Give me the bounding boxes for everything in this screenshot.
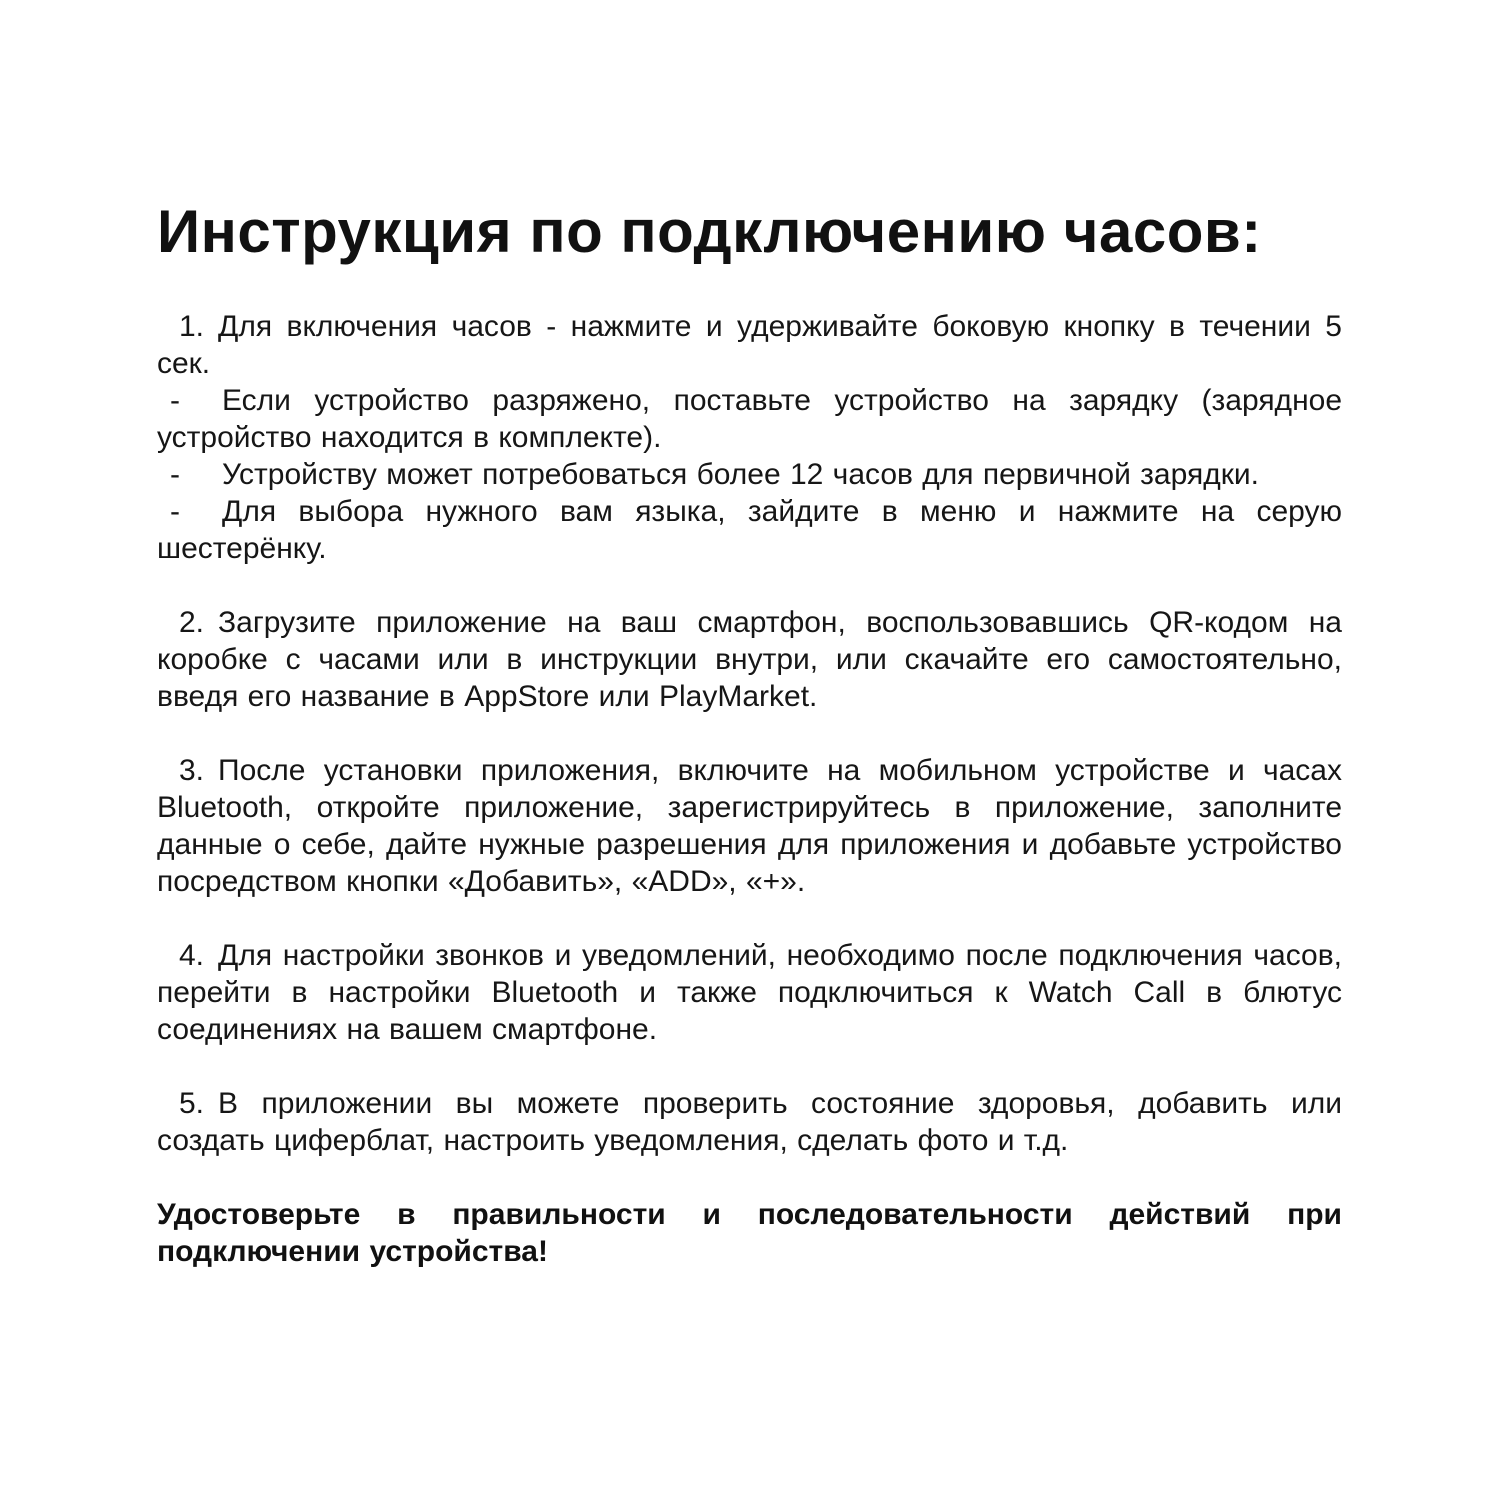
list-marker: 1. xyxy=(179,310,205,343)
list-marker: 2. xyxy=(179,606,205,639)
instruction-step-3 xyxy=(157,752,1342,900)
marker-spacer xyxy=(180,483,222,484)
paragraph-text: Устройству может потребоваться более 12 часов для первичной зарядки. xyxy=(222,458,1259,491)
instruction-subitem-charging xyxy=(157,382,1342,456)
instruction-step-5 xyxy=(157,1085,1342,1159)
paragraph-text: Если устройство разряжено, поставьте устройство на зарядку (зарядное устройство находится в комплекте). xyxy=(157,384,1342,454)
instruction-step-4 xyxy=(157,937,1342,1048)
page-title: Инструкция по подключению часов: xyxy=(157,198,1262,265)
dash-marker: - xyxy=(170,458,180,491)
marker-spacer xyxy=(204,631,218,632)
instruction-step-2 xyxy=(157,604,1342,715)
paragraph-text: Удостоверьте в правильности и последовательности действий при подключении устройства! xyxy=(157,1198,1342,1268)
list-marker: 4. xyxy=(179,939,205,972)
marker-spacer xyxy=(204,335,218,336)
instruction-subitem-charge-time xyxy=(157,456,1342,493)
paragraph-text: Для выбора нужного вам языка, зайдите в меню и нажмите на серую шестерёнку. xyxy=(157,495,1342,565)
instruction-step-1 xyxy=(157,308,1342,382)
paragraph-text: Для настройки звонков и уведомлений, необходимо после подключения часов, перейти в настройки Bluetooth и также подключиться к Watch Call в блютус соединениях на вашем смартфоне. xyxy=(157,939,1342,1046)
closing-warning xyxy=(157,1196,1342,1270)
paragraph-text: Для включения часов - нажмите и удерживайте боковую кнопку в течении 5 сек. xyxy=(157,310,1342,380)
marker-spacer xyxy=(180,409,222,410)
dash-marker: - xyxy=(170,384,180,417)
list-marker: 5. xyxy=(179,1087,205,1120)
marker-spacer xyxy=(204,779,218,780)
marker-spacer xyxy=(204,964,218,965)
marker-spacer xyxy=(204,1112,218,1113)
instruction-subitem-language xyxy=(157,493,1342,567)
paragraph-text: В приложении вы можете проверить состояние здоровья, добавить или создать циферблат, настроить уведомления, сделать фото и т.д. xyxy=(157,1087,1342,1157)
paragraph-text: Загрузите приложение на ваш смартфон, воспользовавшись QR-кодом на коробке с часами или в инструкции внутри, или скачайте его самостоятельно, введя его название в AppStore или PlayMarket. xyxy=(157,606,1342,713)
paragraph-text: После установки приложения, включите на мобильном устройстве и часах Bluetooth, откройте приложение, зарегистрируйтесь в приложение, заполните данные о себе, дайте нужные разрешения для приложения и добавьте устройство посредством кнопки «Добавить», «ADD», «+». xyxy=(157,754,1342,898)
dash-marker: - xyxy=(170,495,180,528)
list-marker: 3. xyxy=(179,754,205,787)
marker-spacer xyxy=(180,520,222,521)
